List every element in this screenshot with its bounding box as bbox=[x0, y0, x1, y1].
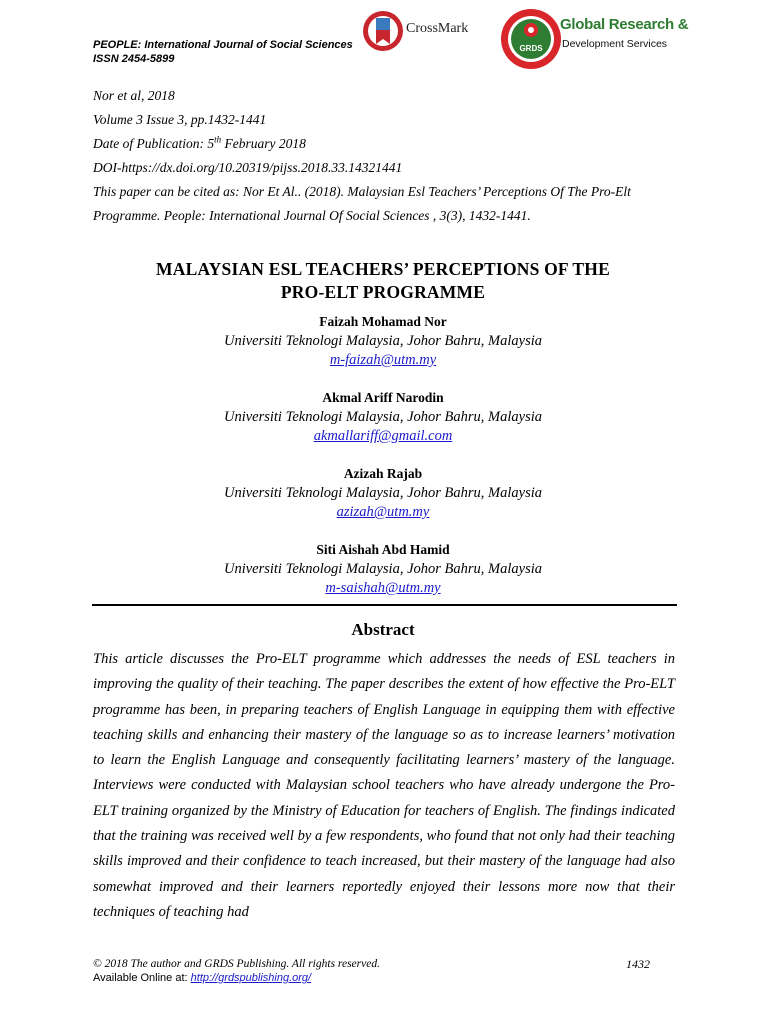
publisher-website-link[interactable]: http://grdspublishing.org/ bbox=[190, 972, 312, 984]
cite-as-line2: Programme. People: International Journal Of Social Sciences , 3(3), 1432-1441. bbox=[93, 208, 531, 223]
author-email-link[interactable]: akmallariff@gmail.com bbox=[313, 428, 453, 444]
grds-seal-icon bbox=[500, 8, 562, 70]
svg-text:GRDS: GRDS bbox=[519, 44, 543, 53]
author-email-link[interactable]: azizah@utm.my bbox=[336, 504, 430, 520]
title-line1: MALAYSIAN ESL TEACHERS’ PERCEPTIONS OF THE bbox=[156, 259, 610, 279]
author-block bbox=[93, 388, 673, 446]
author-name: Siti Aishah Abd Hamid bbox=[316, 542, 450, 557]
author-list bbox=[93, 312, 673, 616]
page-number: 1432 bbox=[626, 957, 650, 971]
journal-title: PEOPLE: International Journal of Social Sciences bbox=[93, 39, 353, 51]
copyright-notice: © 2018 The author and GRDS Publishing. All rights reserved. bbox=[93, 958, 380, 970]
crossmark-label: CrossMark bbox=[406, 21, 469, 36]
author-name: Faizah Mohamad Nor bbox=[319, 314, 447, 329]
author-name: Azizah Rajab bbox=[343, 466, 423, 481]
author-affiliation: Universiti Teknologi Malaysia, Johor Bahru, Malaysia bbox=[223, 485, 543, 501]
publication-date: Date of Publication: 5th February 2018 bbox=[93, 134, 306, 151]
page-footer bbox=[93, 957, 473, 985]
journal-issn: ISSN 2454-5899 bbox=[93, 53, 175, 65]
abstract-text: This article discusses the Pro-ELT programme which addresses the needs of ESL teachers in improving the quality of their teaching. The paper describes the extent of how effective the Pro-ELT programme has been, in preparing teachers of English Language in equipping them with effective teaching skills and enhancing their mastery of the language so as to increase learners’ motivation to learn the English Language and consequently facilitating learners’ mastery of the language. Interviews were conducted with Malaysian school teachers who have already undergone the Pro-ELT training organized by the Ministry of Education for teachers of English. The findings indicated that the training was received well by a few respondents, who found that not only had their teaching skills improved and their confidence to teach increased, but their mastery of the language had also somewhat improved and their learners reportedly enjoyed their lessons more now that their techniques of teaching had bbox=[93, 651, 675, 920]
citation-short: Nor et al, 2018 bbox=[93, 88, 175, 103]
paper-title bbox=[93, 258, 673, 304]
availability-line bbox=[93, 971, 473, 985]
author-email-link[interactable]: m-saishah@utm.my bbox=[325, 580, 441, 596]
author-block bbox=[93, 312, 673, 370]
publisher-name-line2: Development Services bbox=[562, 38, 668, 50]
crossmark-icon bbox=[362, 10, 404, 52]
author-block bbox=[93, 540, 673, 598]
article-metadata bbox=[93, 84, 683, 228]
section-divider bbox=[92, 604, 677, 606]
crossmark-badge[interactable] bbox=[362, 10, 492, 52]
author-affiliation: Universiti Teknologi Malaysia, Johor Bahru, Malaysia bbox=[223, 561, 543, 577]
journal-header bbox=[93, 38, 353, 66]
publisher-name-line1: Global Research & bbox=[560, 16, 689, 33]
doi[interactable]: DOI-https://dx.doi.org/10.20319/pijss.2018.33.14321441 bbox=[93, 160, 403, 175]
author-email-link[interactable]: m-faizah@utm.my bbox=[329, 352, 437, 368]
publisher-logo bbox=[500, 8, 689, 72]
author-name: Akmal Ariff Narodin bbox=[322, 390, 444, 405]
author-block bbox=[93, 464, 673, 522]
title-line2: PRO-ELT PROGRAMME bbox=[280, 282, 486, 302]
author-affiliation: Universiti Teknologi Malaysia, Johor Bahru, Malaysia bbox=[223, 333, 543, 349]
volume-info: Volume 3 Issue 3, pp.1432-1441 bbox=[93, 112, 267, 127]
author-affiliation: Universiti Teknologi Malaysia, Johor Bahru, Malaysia bbox=[223, 409, 543, 425]
cite-as-line1: This paper can be cited as: Nor Et Al.. (2018). Malaysian Esl Teachers’ Perceptions Of The Pro-Elt bbox=[93, 184, 631, 199]
abstract-heading: Abstract bbox=[351, 620, 415, 639]
available-label: Available Online at: bbox=[93, 972, 191, 984]
